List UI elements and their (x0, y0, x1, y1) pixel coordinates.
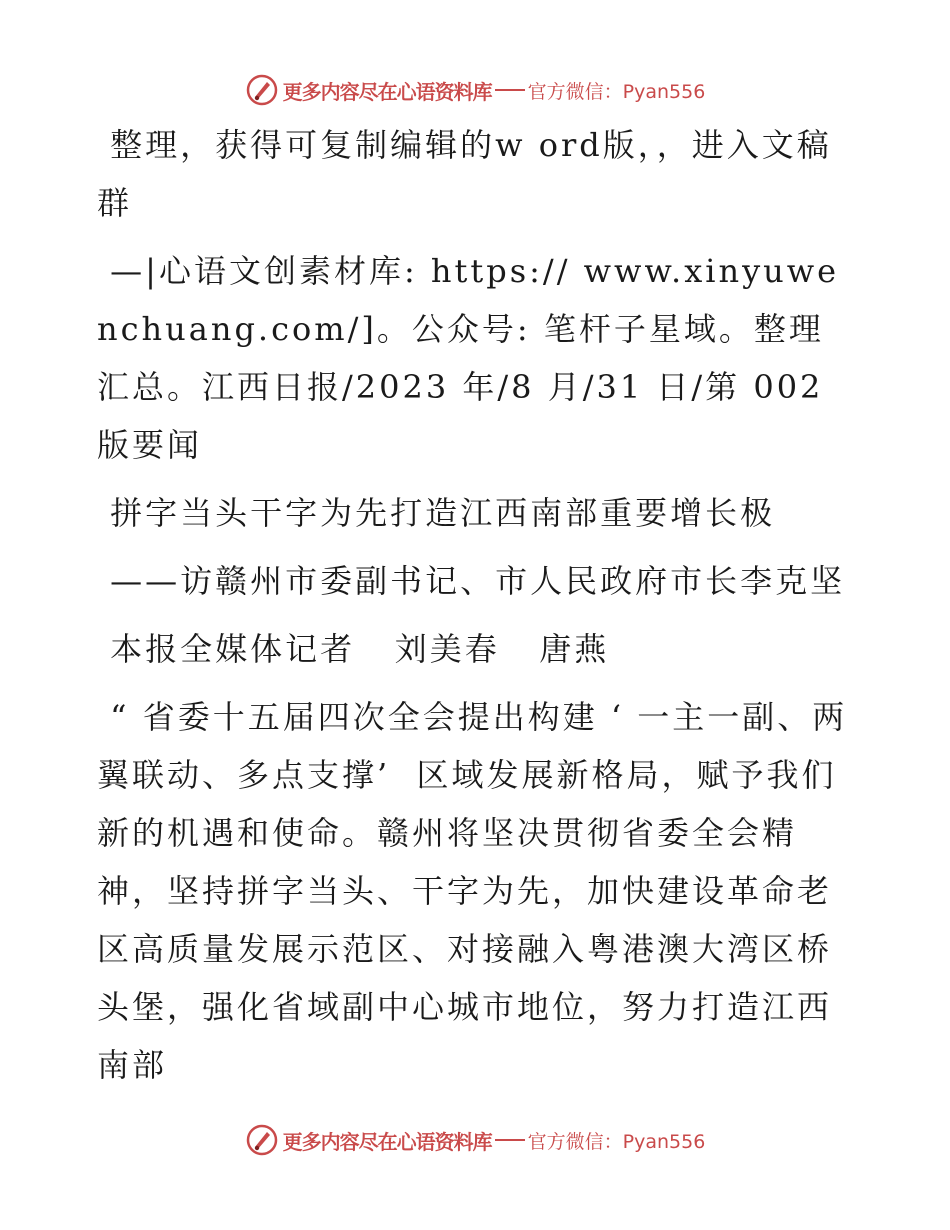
banner-divider (495, 1139, 525, 1141)
document-body (97, 116, 857, 1104)
banner-slogan: 更多内容尽在心语资料库 (282, 79, 492, 104)
banner-slogan: 更多内容尽在心语资料库 (282, 1129, 492, 1154)
article-paragraph: “ 省委十五届四次全会提出构建 ‘ 一主一副、两翼联动、多点支撑’ 区域发展新格局，赋予我们新的机遇和使命。赣州将坚决贯彻省委全会精神，坚持拼字当头、干字为先，加快建设革命老区高质量发展示范区、对接融入粤港澳大湾区桥头堡，强化省域副中心城市地位，努力打造江西南部 (97, 698, 848, 1084)
article-byline: 本报全媒体记者 刘美春 唐燕 (97, 630, 610, 668)
footer-watermark (0, 1120, 950, 1160)
article-subtitle: ——访赣州市委副书记、市人民政府市长李克坚 (97, 562, 846, 600)
source-info: —|心语文创素材库: https:// www.xinyuwenchuang.com/]。公众号: 笔杆子星域。整理汇总。江西日报/2023 年/8 月/31 日/第 002 版要闻 (97, 252, 840, 464)
article-title: 拼字当头干字为先打造江西南部重要增长极 (97, 494, 776, 532)
brush-logo-icon (245, 1123, 279, 1157)
header-watermark (0, 70, 950, 110)
intro-note: 整理，获得可复制编辑的w ord版，，进入文稿群 (97, 126, 832, 222)
banner-contact: 官方微信：Pyan556 (527, 80, 706, 103)
brush-logo-icon (245, 73, 279, 107)
banner-divider (495, 89, 525, 91)
banner-contact: 官方微信：Pyan556 (527, 1130, 706, 1153)
